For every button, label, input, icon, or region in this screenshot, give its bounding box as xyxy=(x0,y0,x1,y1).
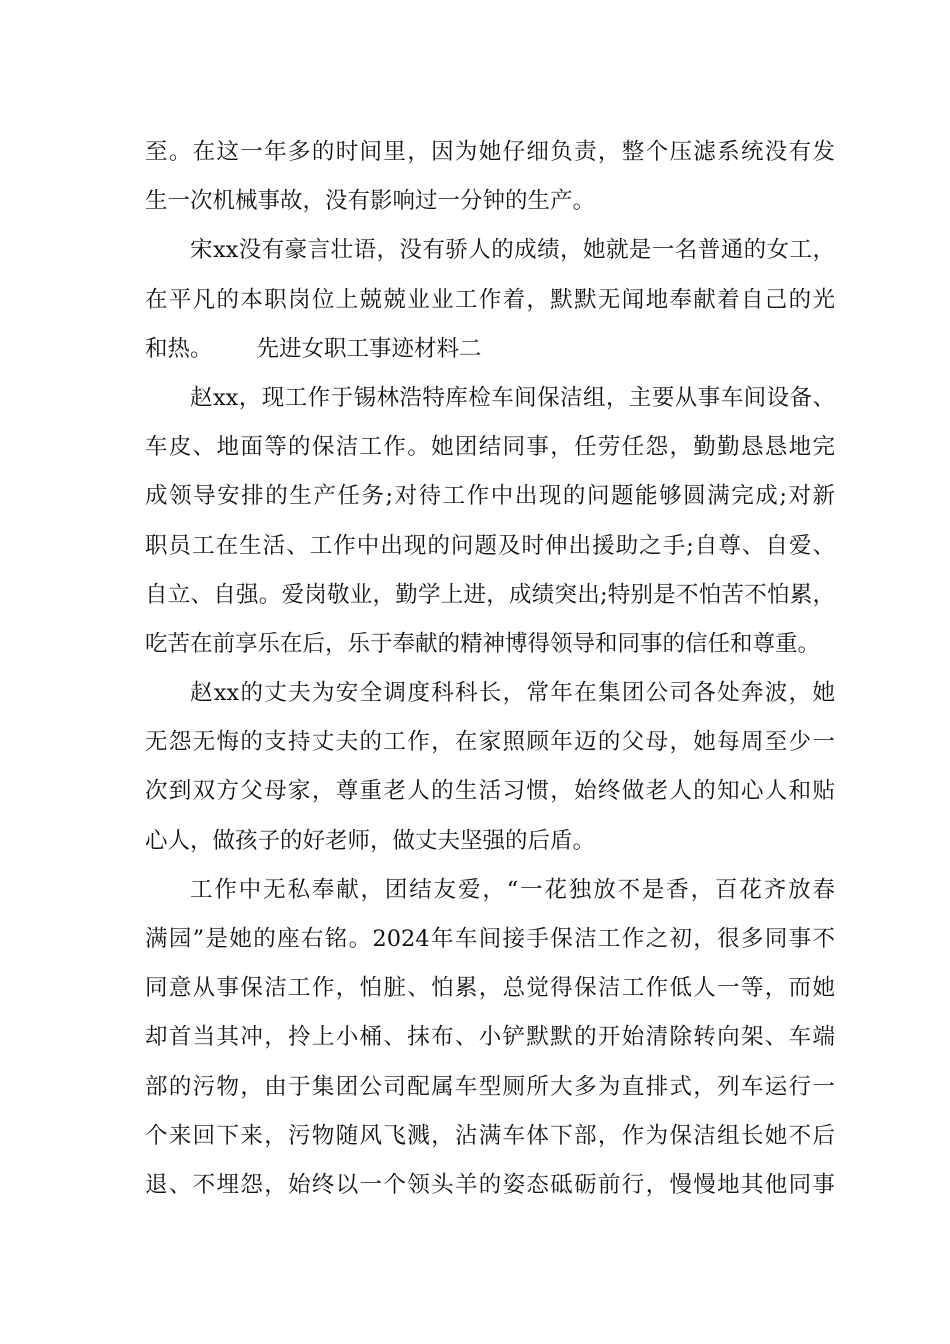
paragraph-line: 吃苦在前享乐在后，乐于奉献的精神博得领导和同事的信任和尊重。 xyxy=(145,630,821,657)
paragraph-line: 在平凡的本职岗位上兢兢业业工作着，默默无闻地奉献着自己的光 xyxy=(145,286,835,313)
paragraph-line: 职员工在生活、工作中出现的问题及时伸出援助之手;自尊、自爱、 xyxy=(145,532,835,559)
paragraph-line: 退、不埋怨，始终以一个领头羊的姿态砥砺前行，慢慢地其他同事 xyxy=(145,1171,835,1198)
paragraph-line: 车皮、地面等的保洁工作。她团结同事，任劳任怨，勤勤恳恳地完 xyxy=(145,434,835,461)
body-text xyxy=(145,128,835,1210)
paragraph-line: 同意从事保洁工作，怕脏、怕累，总觉得保洁工作低人一等，而她 xyxy=(145,975,835,1002)
section-heading: 先进女职工事迹材料二 xyxy=(256,335,482,362)
paragraph-line: 自立、自强。爱岗敬业，勤学上进，成绩突出;特别是不怕苦不怕累， xyxy=(145,581,835,608)
paragraph-line-text: 和热。 xyxy=(145,335,213,362)
paragraph-line: 无怨无悔的支持丈夫的工作，在家照顾年迈的父母，她每周至少一 xyxy=(145,729,835,756)
paragraph-line: 赵xx的丈夫为安全调度科科长，常年在集团公司各处奔波，她 xyxy=(190,680,835,707)
paragraph-line: 次到双方父母家，尊重老人的生活习惯，始终做老人的知心人和贴 xyxy=(145,778,835,805)
paragraph-line: 满园”是她的座右铭。2024年车间接手保洁工作之初，很多同事不 xyxy=(145,926,835,952)
paragraph-line: 赵xx，现工作于锡林浩特库检车间保洁组，主要从事车间设备、 xyxy=(190,384,835,411)
paragraph-line: 却首当其冲，拎上小桶、抹布、小铲默默的开始清除转向架、车端 xyxy=(145,1024,835,1051)
paragraph-line: 工作中无私奉献，团结友爱，“一花独放不是香，百花齐放春 xyxy=(190,876,835,903)
paragraph-line: 成领导安排的生产任务;对待工作中出现的问题能够圆满完成;对新 xyxy=(145,483,835,510)
paragraph-line: 生一次机械事故，没有影响过一分钟的生产。 xyxy=(145,188,596,215)
paragraph-line xyxy=(145,325,835,374)
paragraph-line: 个来回下来，污物随风飞溅，沾满车体下部，作为保洁组长她不后 xyxy=(145,1122,835,1149)
paragraph-line: 部的污物，由于集团公司配属车型厕所大多为直排式，列车运行一 xyxy=(145,1073,835,1100)
paragraph-line: 至。在这一年多的时间里，因为她仔细负责，整个压滤系统没有发 xyxy=(145,139,835,165)
paragraph-line: 心人，做孩子的好老师，做丈夫坚强的后盾。 xyxy=(145,827,596,854)
paragraph-line: 宋xx没有豪言壮语，没有骄人的成绩，她就是一名普通的女工， xyxy=(190,237,835,264)
